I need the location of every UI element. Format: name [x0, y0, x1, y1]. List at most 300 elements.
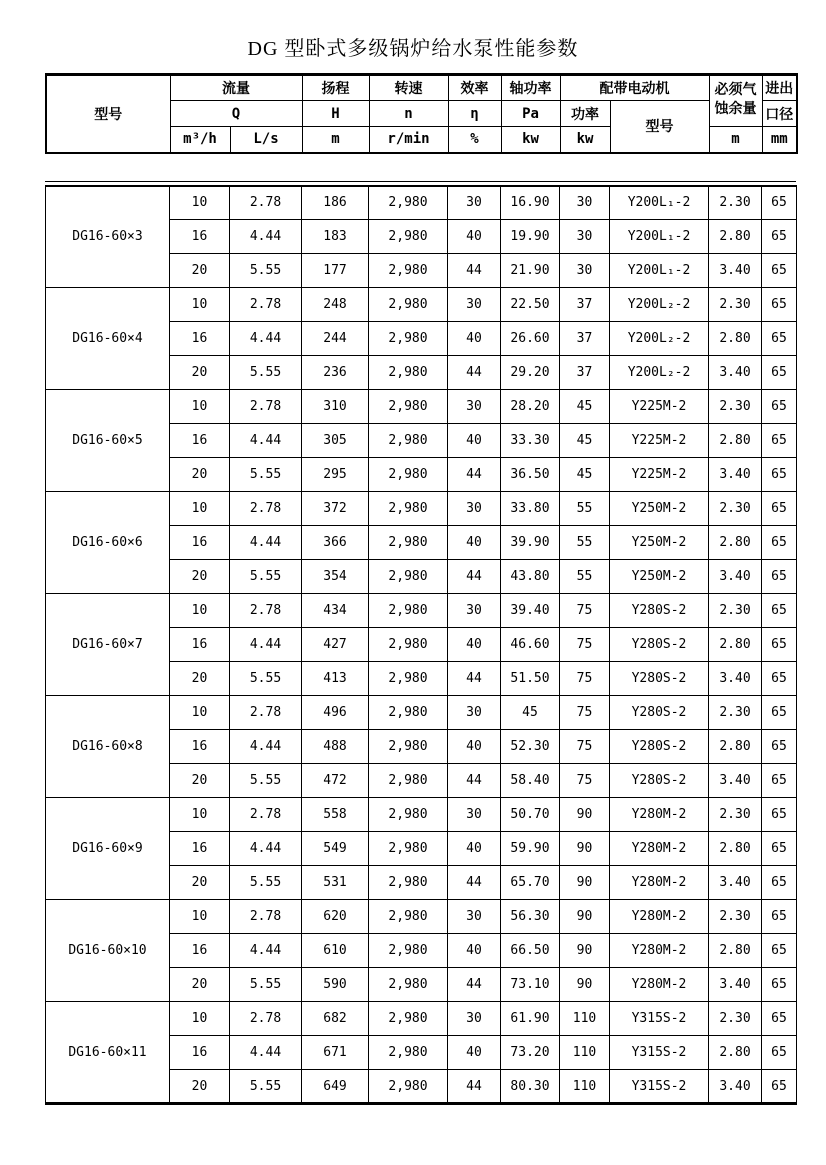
pump-table-body	[46, 186, 797, 1104]
col-header-efficiency: 效率	[448, 75, 501, 101]
data-cell: 2,980	[369, 662, 448, 696]
data-cell: 37	[560, 356, 610, 390]
data-cell: 45	[560, 458, 610, 492]
data-cell: 73.20	[501, 1036, 560, 1070]
pump-model-cell: DG16-60×11	[46, 1002, 170, 1104]
data-cell: 295	[302, 458, 369, 492]
data-cell: 472	[302, 764, 369, 798]
data-cell: 2.78	[230, 696, 302, 730]
data-cell: 2.80	[709, 832, 762, 866]
pump-data-table	[45, 185, 797, 1106]
data-cell: 65	[762, 424, 797, 458]
data-cell: 3.40	[709, 968, 762, 1002]
data-cell: 5.55	[230, 1070, 302, 1104]
data-cell: 45	[501, 696, 560, 730]
data-cell: 4.44	[230, 526, 302, 560]
data-cell: 59.90	[501, 832, 560, 866]
data-cell: Y280M-2	[610, 866, 709, 900]
data-cell: 20	[170, 662, 230, 696]
data-cell: 649	[302, 1070, 369, 1104]
data-cell: 2,980	[369, 356, 448, 390]
data-cell: 44	[448, 1070, 501, 1104]
data-cell: 75	[560, 730, 610, 764]
efficiency-symbol: η	[448, 101, 501, 127]
data-cell: 2,980	[369, 628, 448, 662]
data-cell: 488	[302, 730, 369, 764]
data-cell: Y280M-2	[610, 968, 709, 1002]
data-cell: 16	[170, 322, 230, 356]
data-cell: 33.30	[501, 424, 560, 458]
data-cell: 16	[170, 730, 230, 764]
data-cell: 2.30	[709, 186, 762, 220]
data-cell: 16	[170, 1036, 230, 1070]
col-header-model: 型号	[46, 75, 170, 153]
col-header-inout-line1: 进出	[762, 75, 797, 101]
data-cell: 248	[302, 288, 369, 322]
data-cell: 20	[170, 560, 230, 594]
head-symbol: H	[302, 101, 369, 127]
data-cell: 65	[762, 798, 797, 832]
pump-model-cell: DG16-60×5	[46, 390, 170, 492]
data-cell: 19.90	[501, 220, 560, 254]
data-cell: 2,980	[369, 968, 448, 1002]
data-cell: 3.40	[709, 1070, 762, 1104]
data-cell: 40	[448, 526, 501, 560]
data-cell: 20	[170, 254, 230, 288]
data-cell: 30	[448, 390, 501, 424]
data-cell: 10	[170, 492, 230, 526]
data-cell: 26.60	[501, 322, 560, 356]
data-cell: 65	[762, 458, 797, 492]
npsh-unit: m	[709, 127, 762, 153]
data-cell: 2.80	[709, 424, 762, 458]
data-cell: 177	[302, 254, 369, 288]
data-cell: 496	[302, 696, 369, 730]
data-cell: 4.44	[230, 220, 302, 254]
data-cell: 30	[560, 254, 610, 288]
data-cell: 20	[170, 968, 230, 1002]
data-cell: 2.78	[230, 594, 302, 628]
data-cell: 310	[302, 390, 369, 424]
data-cell: 2.30	[709, 594, 762, 628]
data-cell: 4.44	[230, 1036, 302, 1070]
header-table	[45, 73, 798, 154]
data-cell: 30	[448, 1002, 501, 1036]
data-cell: 2.78	[230, 186, 302, 220]
data-cell: Y315S-2	[610, 1070, 709, 1104]
data-cell: Y280S-2	[610, 594, 709, 628]
data-cell: 90	[560, 900, 610, 934]
motor-model-label: 型号	[610, 101, 709, 153]
pump-model-cell: DG16-60×6	[46, 492, 170, 594]
data-cell: 66.50	[501, 934, 560, 968]
data-cell: 427	[302, 628, 369, 662]
data-cell: 44	[448, 662, 501, 696]
data-cell: 3.40	[709, 356, 762, 390]
data-cell: 413	[302, 662, 369, 696]
data-cell: 20	[170, 1070, 230, 1104]
data-cell: 366	[302, 526, 369, 560]
data-cell: 51.50	[501, 662, 560, 696]
data-cell: 65	[762, 1036, 797, 1070]
data-cell: 5.55	[230, 866, 302, 900]
data-cell: 61.90	[501, 1002, 560, 1036]
data-cell: 5.55	[230, 254, 302, 288]
data-cell: 2,980	[369, 458, 448, 492]
data-cell: 244	[302, 322, 369, 356]
data-cell: 2.30	[709, 390, 762, 424]
data-cell: 2.78	[230, 1002, 302, 1036]
data-cell: 16	[170, 832, 230, 866]
data-cell: 2,980	[369, 424, 448, 458]
data-cell: 2.78	[230, 492, 302, 526]
data-cell: 16	[170, 934, 230, 968]
data-cell: Y200L₂-2	[610, 288, 709, 322]
flow-unit-m3h: m³/h	[170, 127, 230, 153]
data-cell: 2.30	[709, 696, 762, 730]
shaft-power-symbol: Pa	[501, 101, 560, 127]
data-cell: 372	[302, 492, 369, 526]
data-cell: 90	[560, 968, 610, 1002]
data-cell: 90	[560, 832, 610, 866]
data-cell: 65	[762, 1070, 797, 1104]
data-cell: 5.55	[230, 968, 302, 1002]
data-cell: 65	[762, 866, 797, 900]
data-cell: 2,980	[369, 730, 448, 764]
data-cell: 2.30	[709, 798, 762, 832]
data-cell: 75	[560, 594, 610, 628]
data-cell: 16	[170, 526, 230, 560]
data-cell: 5.55	[230, 356, 302, 390]
data-cell: 21.90	[501, 254, 560, 288]
data-cell: 682	[302, 1002, 369, 1036]
data-cell: 29.20	[501, 356, 560, 390]
data-cell: 30	[448, 798, 501, 832]
data-cell: 55	[560, 526, 610, 560]
speed-symbol: n	[369, 101, 448, 127]
data-cell: 44	[448, 560, 501, 594]
data-cell: 3.40	[709, 254, 762, 288]
data-cell: 2.30	[709, 492, 762, 526]
data-cell: 2,980	[369, 390, 448, 424]
motor-power-unit: kw	[560, 127, 610, 153]
data-cell: 2,980	[369, 526, 448, 560]
data-cell: 44	[448, 254, 501, 288]
data-cell: 549	[302, 832, 369, 866]
data-cell: 22.50	[501, 288, 560, 322]
data-cell: 65.70	[501, 866, 560, 900]
data-cell: Y280S-2	[610, 696, 709, 730]
data-cell: 531	[302, 866, 369, 900]
data-cell: 30	[448, 288, 501, 322]
data-cell: 90	[560, 866, 610, 900]
data-cell: 30	[448, 900, 501, 934]
data-cell: 65	[762, 356, 797, 390]
data-cell: Y200L₁-2	[610, 254, 709, 288]
data-cell: 10	[170, 696, 230, 730]
data-cell: 40	[448, 424, 501, 458]
data-cell: 75	[560, 696, 610, 730]
data-cell: 2.80	[709, 322, 762, 356]
data-cell: 2,980	[369, 832, 448, 866]
pump-model-cell: DG16-60×7	[46, 594, 170, 696]
data-cell: 44	[448, 764, 501, 798]
data-cell: 4.44	[230, 322, 302, 356]
data-cell: Y250M-2	[610, 526, 709, 560]
data-cell: 33.80	[501, 492, 560, 526]
speed-unit: r/min	[369, 127, 448, 153]
data-cell: 73.10	[501, 968, 560, 1002]
data-cell: 110	[560, 1002, 610, 1036]
header-row-1	[46, 75, 797, 101]
data-cell: 2.78	[230, 390, 302, 424]
data-cell: 10	[170, 1002, 230, 1036]
pump-model-cell: DG16-60×8	[46, 696, 170, 798]
data-cell: 434	[302, 594, 369, 628]
data-cell: 3.40	[709, 764, 762, 798]
data-cell: 305	[302, 424, 369, 458]
data-cell: 30	[448, 186, 501, 220]
data-cell: 2.80	[709, 730, 762, 764]
data-cell: 40	[448, 730, 501, 764]
data-cell: 183	[302, 220, 369, 254]
data-cell: 44	[448, 458, 501, 492]
data-cell: 65	[762, 900, 797, 934]
data-cell: 2.30	[709, 288, 762, 322]
data-cell: 65	[762, 492, 797, 526]
col-header-inout-line2: 口径	[762, 101, 797, 127]
data-cell: 65	[762, 322, 797, 356]
data-cell: 28.20	[501, 390, 560, 424]
col-header-npsh: 必须气蚀余量	[709, 75, 762, 127]
data-cell: 2.80	[709, 526, 762, 560]
data-cell: 80.30	[501, 1070, 560, 1104]
data-cell: 4.44	[230, 730, 302, 764]
data-cell: 2.78	[230, 900, 302, 934]
data-cell: Y280S-2	[610, 662, 709, 696]
data-cell: 30	[560, 186, 610, 220]
data-cell: Y200L₁-2	[610, 186, 709, 220]
data-cell: 75	[560, 764, 610, 798]
data-cell: Y200L₂-2	[610, 322, 709, 356]
data-cell: 558	[302, 798, 369, 832]
data-cell: 65	[762, 696, 797, 730]
data-cell: 2.30	[709, 900, 762, 934]
data-cell: 2,980	[369, 764, 448, 798]
data-cell: 37	[560, 288, 610, 322]
data-cell: Y280S-2	[610, 764, 709, 798]
table-row	[46, 798, 797, 832]
data-cell: 620	[302, 900, 369, 934]
data-cell: 39.40	[501, 594, 560, 628]
data-cell: 65	[762, 1002, 797, 1036]
data-cell: 110	[560, 1070, 610, 1104]
data-cell: 65	[762, 594, 797, 628]
data-cell: 2,980	[369, 254, 448, 288]
data-cell: 2,980	[369, 900, 448, 934]
data-cell: 40	[448, 322, 501, 356]
col-header-flow: 流量	[170, 75, 302, 101]
data-cell: 2.80	[709, 934, 762, 968]
pump-model-cell: DG16-60×9	[46, 798, 170, 900]
data-cell: Y280M-2	[610, 798, 709, 832]
col-header-motor: 配带电动机	[560, 75, 709, 101]
data-cell: 2,980	[369, 1070, 448, 1104]
data-cell: 10	[170, 186, 230, 220]
data-cell: 44	[448, 356, 501, 390]
efficiency-unit: %	[448, 127, 501, 153]
data-cell: 3.40	[709, 560, 762, 594]
data-cell: 40	[448, 628, 501, 662]
data-cell: 46.60	[501, 628, 560, 662]
data-cell: Y225M-2	[610, 390, 709, 424]
data-cell: 4.44	[230, 424, 302, 458]
table-row	[46, 900, 797, 934]
col-header-speed: 转速	[369, 75, 448, 101]
data-cell: 2,980	[369, 1036, 448, 1070]
data-cell: 3.40	[709, 458, 762, 492]
data-cell: 65	[762, 186, 797, 220]
data-cell: 4.44	[230, 832, 302, 866]
data-cell: 4.44	[230, 934, 302, 968]
pump-model-cell: DG16-60×3	[46, 186, 170, 288]
pump-model-cell: DG16-60×10	[46, 900, 170, 1002]
data-cell: 2.78	[230, 288, 302, 322]
data-cell: 2.80	[709, 220, 762, 254]
data-cell: 16	[170, 220, 230, 254]
data-cell: 65	[762, 934, 797, 968]
data-cell: 2,980	[369, 186, 448, 220]
data-cell: 10	[170, 900, 230, 934]
data-cell: 10	[170, 288, 230, 322]
data-cell: Y280M-2	[610, 934, 709, 968]
data-cell: 354	[302, 560, 369, 594]
table-row	[46, 288, 797, 322]
data-cell: 610	[302, 934, 369, 968]
data-cell: 45	[560, 390, 610, 424]
data-cell: 90	[560, 934, 610, 968]
data-cell: 2,980	[369, 560, 448, 594]
data-cell: 45	[560, 424, 610, 458]
data-cell: 58.40	[501, 764, 560, 798]
data-cell: 90	[560, 798, 610, 832]
data-cell: 40	[448, 832, 501, 866]
inout-unit: mm	[762, 127, 797, 153]
data-cell: 2.30	[709, 1002, 762, 1036]
data-cell: Y200L₂-2	[610, 356, 709, 390]
data-cell: 2,980	[369, 798, 448, 832]
data-cell: Y280M-2	[610, 832, 709, 866]
data-cell: 2,980	[369, 492, 448, 526]
data-cell: 40	[448, 220, 501, 254]
data-cell: 2,980	[369, 594, 448, 628]
table-row	[46, 492, 797, 526]
table-row	[46, 186, 797, 220]
data-cell: 16	[170, 628, 230, 662]
data-cell: 55	[560, 492, 610, 526]
data-cell: 43.80	[501, 560, 560, 594]
data-cell: 44	[448, 968, 501, 1002]
flow-symbol: Q	[170, 101, 302, 127]
data-cell: 2,980	[369, 866, 448, 900]
data-cell: 39.90	[501, 526, 560, 560]
data-cell: 65	[762, 662, 797, 696]
data-cell: 52.30	[501, 730, 560, 764]
data-cell: 2,980	[369, 934, 448, 968]
data-cell: 65	[762, 390, 797, 424]
data-cell: 65	[762, 968, 797, 1002]
motor-power-label: 功率	[560, 101, 610, 127]
data-cell: 5.55	[230, 560, 302, 594]
data-cell: 65	[762, 288, 797, 322]
data-cell: 30	[560, 220, 610, 254]
data-cell: 590	[302, 968, 369, 1002]
data-cell: 65	[762, 526, 797, 560]
head-unit: m	[302, 127, 369, 153]
data-cell: Y250M-2	[610, 560, 709, 594]
data-cell: 16.90	[501, 186, 560, 220]
data-cell: 2.78	[230, 798, 302, 832]
data-cell: 2,980	[369, 322, 448, 356]
data-cell: 2.80	[709, 1036, 762, 1070]
data-cell: 10	[170, 594, 230, 628]
flow-unit-ls: L/s	[230, 127, 302, 153]
data-cell: 5.55	[230, 662, 302, 696]
page-title: DG 型卧式多级锅炉给水泵性能参数	[247, 38, 579, 60]
data-cell: 10	[170, 798, 230, 832]
data-cell: 65	[762, 254, 797, 288]
data-cell: 2,980	[369, 288, 448, 322]
data-cell: 2,980	[369, 696, 448, 730]
data-cell: 2,980	[369, 1002, 448, 1036]
data-cell: 110	[560, 1036, 610, 1070]
data-cell: 4.44	[230, 628, 302, 662]
data-cell: 2,980	[369, 220, 448, 254]
data-cell: 5.55	[230, 458, 302, 492]
data-cell: 75	[560, 628, 610, 662]
data-cell: 30	[448, 594, 501, 628]
data-cell: 65	[762, 628, 797, 662]
data-cell: 30	[448, 696, 501, 730]
data-cell: 55	[560, 560, 610, 594]
data-cell: 236	[302, 356, 369, 390]
pump-model-cell: DG16-60×4	[46, 288, 170, 390]
data-cell: 10	[170, 390, 230, 424]
data-cell: 186	[302, 186, 369, 220]
data-cell: 16	[170, 424, 230, 458]
data-cell: 20	[170, 458, 230, 492]
data-cell: 3.40	[709, 866, 762, 900]
data-cell: 40	[448, 1036, 501, 1070]
table-row	[46, 390, 797, 424]
shaft-power-unit: kw	[501, 127, 560, 153]
data-cell: 20	[170, 866, 230, 900]
data-cell: 20	[170, 356, 230, 390]
data-cell: 65	[762, 220, 797, 254]
data-cell: Y200L₁-2	[610, 220, 709, 254]
body-table-wrap	[45, 181, 796, 1106]
table-row	[46, 594, 797, 628]
data-cell: 65	[762, 832, 797, 866]
data-cell: Y250M-2	[610, 492, 709, 526]
data-cell: 2.80	[709, 628, 762, 662]
data-cell: 5.55	[230, 764, 302, 798]
data-cell: Y280M-2	[610, 900, 709, 934]
data-cell: Y280S-2	[610, 730, 709, 764]
data-cell: 50.70	[501, 798, 560, 832]
data-cell: 65	[762, 764, 797, 798]
data-cell: 65	[762, 730, 797, 764]
